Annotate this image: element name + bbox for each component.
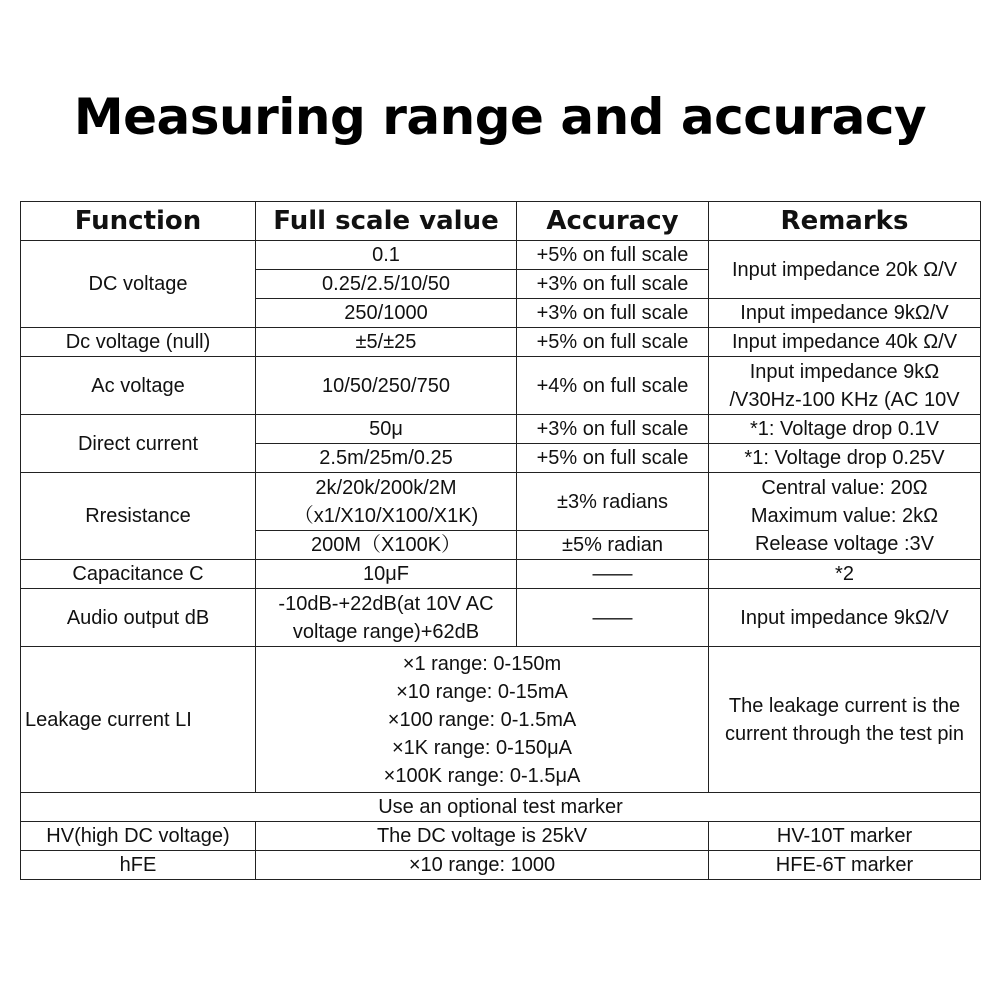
function-cell: Leakage current LI xyxy=(21,647,256,793)
full-scale-cell: 0.1 xyxy=(256,241,517,270)
remarks-line: The leakage current is the xyxy=(728,694,961,717)
remarks-cell: Input impedance 20k Ω/V xyxy=(709,241,981,299)
page-title: Measuring range and accuracy xyxy=(73,88,927,146)
table-row xyxy=(21,851,981,880)
full-scale-cell: 0.25/2.5/10/50 xyxy=(256,270,517,299)
remarks-line: Input impedance 9kΩ xyxy=(749,360,940,383)
remarks-line: Release voltage :3V xyxy=(754,533,934,555)
table-row xyxy=(21,647,981,793)
full-scale-cell xyxy=(256,589,517,647)
accuracy-cell: ±3% radians xyxy=(517,473,709,531)
table-row xyxy=(21,328,981,357)
function-cell: Dc voltage (null) xyxy=(21,328,256,357)
range-line: ×100K range: 0-1.5μA xyxy=(383,764,581,787)
remarks-cell: Input impedance 9kΩ/V xyxy=(709,589,981,647)
accuracy-cell: —— xyxy=(517,589,709,647)
optional-marker-note: Use an optional test marker xyxy=(21,793,981,822)
full-scale-cell: 10μF xyxy=(256,560,517,589)
function-cell: Direct current xyxy=(21,415,256,473)
function-cell: Ac voltage xyxy=(21,357,256,415)
remarks-cell: Input impedance 40k Ω/V xyxy=(709,328,981,357)
accuracy-cell: +5% on full scale xyxy=(517,444,709,473)
table-row xyxy=(21,560,981,589)
function-cell: Capacitance C xyxy=(21,560,256,589)
value-cell: ×10 range: 1000 xyxy=(256,851,709,880)
accuracy-cell: +5% on full scale xyxy=(517,241,709,270)
table-row xyxy=(21,822,981,851)
remarks-cell: *2 xyxy=(709,560,981,589)
remarks-cell: *1: Voltage drop 0.1V xyxy=(709,415,981,444)
leakage-ranges-cell xyxy=(256,647,709,793)
header-remarks: Remarks xyxy=(709,202,981,241)
accuracy-cell: +3% on full scale xyxy=(517,299,709,328)
range-line: ×1K range: 0-150μA xyxy=(392,736,572,759)
table-row xyxy=(21,357,981,415)
full-scale-cell: ±5/±25 xyxy=(256,328,517,357)
spec-table xyxy=(20,201,981,880)
header-full-scale: Full scale value xyxy=(256,202,517,241)
table-row xyxy=(21,241,981,270)
range-line: ×1 range: 0-150m xyxy=(402,652,562,675)
full-scale-line: 2k/20k/200k/2M xyxy=(315,476,457,499)
accuracy-cell: ±5% radian xyxy=(517,531,709,560)
range-line: ×10 range: 0-15mA xyxy=(396,680,568,703)
accuracy-cell: +3% on full scale xyxy=(517,415,709,444)
full-scale-cell xyxy=(256,473,517,531)
accuracy-cell: +5% on full scale xyxy=(517,328,709,357)
remarks-cell xyxy=(709,647,981,793)
full-scale-line: -10dB-+22dB(at 10V AC xyxy=(278,592,494,615)
header-function: Function xyxy=(21,202,256,241)
remarks-cell xyxy=(709,473,981,560)
remarks-cell xyxy=(709,357,981,415)
full-scale-cell: 10/50/250/750 xyxy=(256,357,517,415)
accuracy-cell: +4% on full scale xyxy=(517,357,709,415)
full-scale-cell: 200M（X100K） xyxy=(256,531,517,560)
remarks-cell: HV-10T marker xyxy=(709,822,981,851)
remarks-cell: *1: Voltage drop 0.25V xyxy=(709,444,981,473)
full-scale-cell: 2.5m/25m/0.25 xyxy=(256,444,517,473)
function-cell: Rresistance xyxy=(21,473,256,560)
function-cell: DC voltage xyxy=(21,241,256,328)
table-row xyxy=(21,589,981,647)
remarks-line: Maximum value: 2kΩ xyxy=(750,505,939,527)
full-scale-cell: 50μ xyxy=(256,415,517,444)
full-scale-cell: 250/1000 xyxy=(256,299,517,328)
header-row xyxy=(21,202,981,241)
full-scale-line: （x1/X10/X100/X1K) xyxy=(293,504,479,527)
value-cell: The DC voltage is 25kV xyxy=(256,822,709,851)
accuracy-cell: —— xyxy=(517,560,709,589)
remarks-cell: HFE-6T marker xyxy=(709,851,981,880)
header-accuracy: Accuracy xyxy=(517,202,709,241)
function-cell: hFE xyxy=(21,851,256,880)
table-row xyxy=(21,415,981,444)
full-scale-line: voltage range)+62dB xyxy=(292,620,480,643)
remarks-line: current through the test pin xyxy=(724,722,965,745)
remarks-cell: Input impedance 9kΩ/V xyxy=(709,299,981,328)
function-cell: Audio output dB xyxy=(21,589,256,647)
remarks-line: /V30Hz-100 KHz (AC 10V xyxy=(729,388,960,411)
table-row xyxy=(21,793,981,822)
table-row xyxy=(21,473,981,531)
remarks-line: Central value: 20Ω xyxy=(761,477,928,499)
accuracy-cell: +3% on full scale xyxy=(517,270,709,299)
range-line: ×100 range: 0-1.5mA xyxy=(387,708,577,731)
function-cell: HV(high DC voltage) xyxy=(21,822,256,851)
